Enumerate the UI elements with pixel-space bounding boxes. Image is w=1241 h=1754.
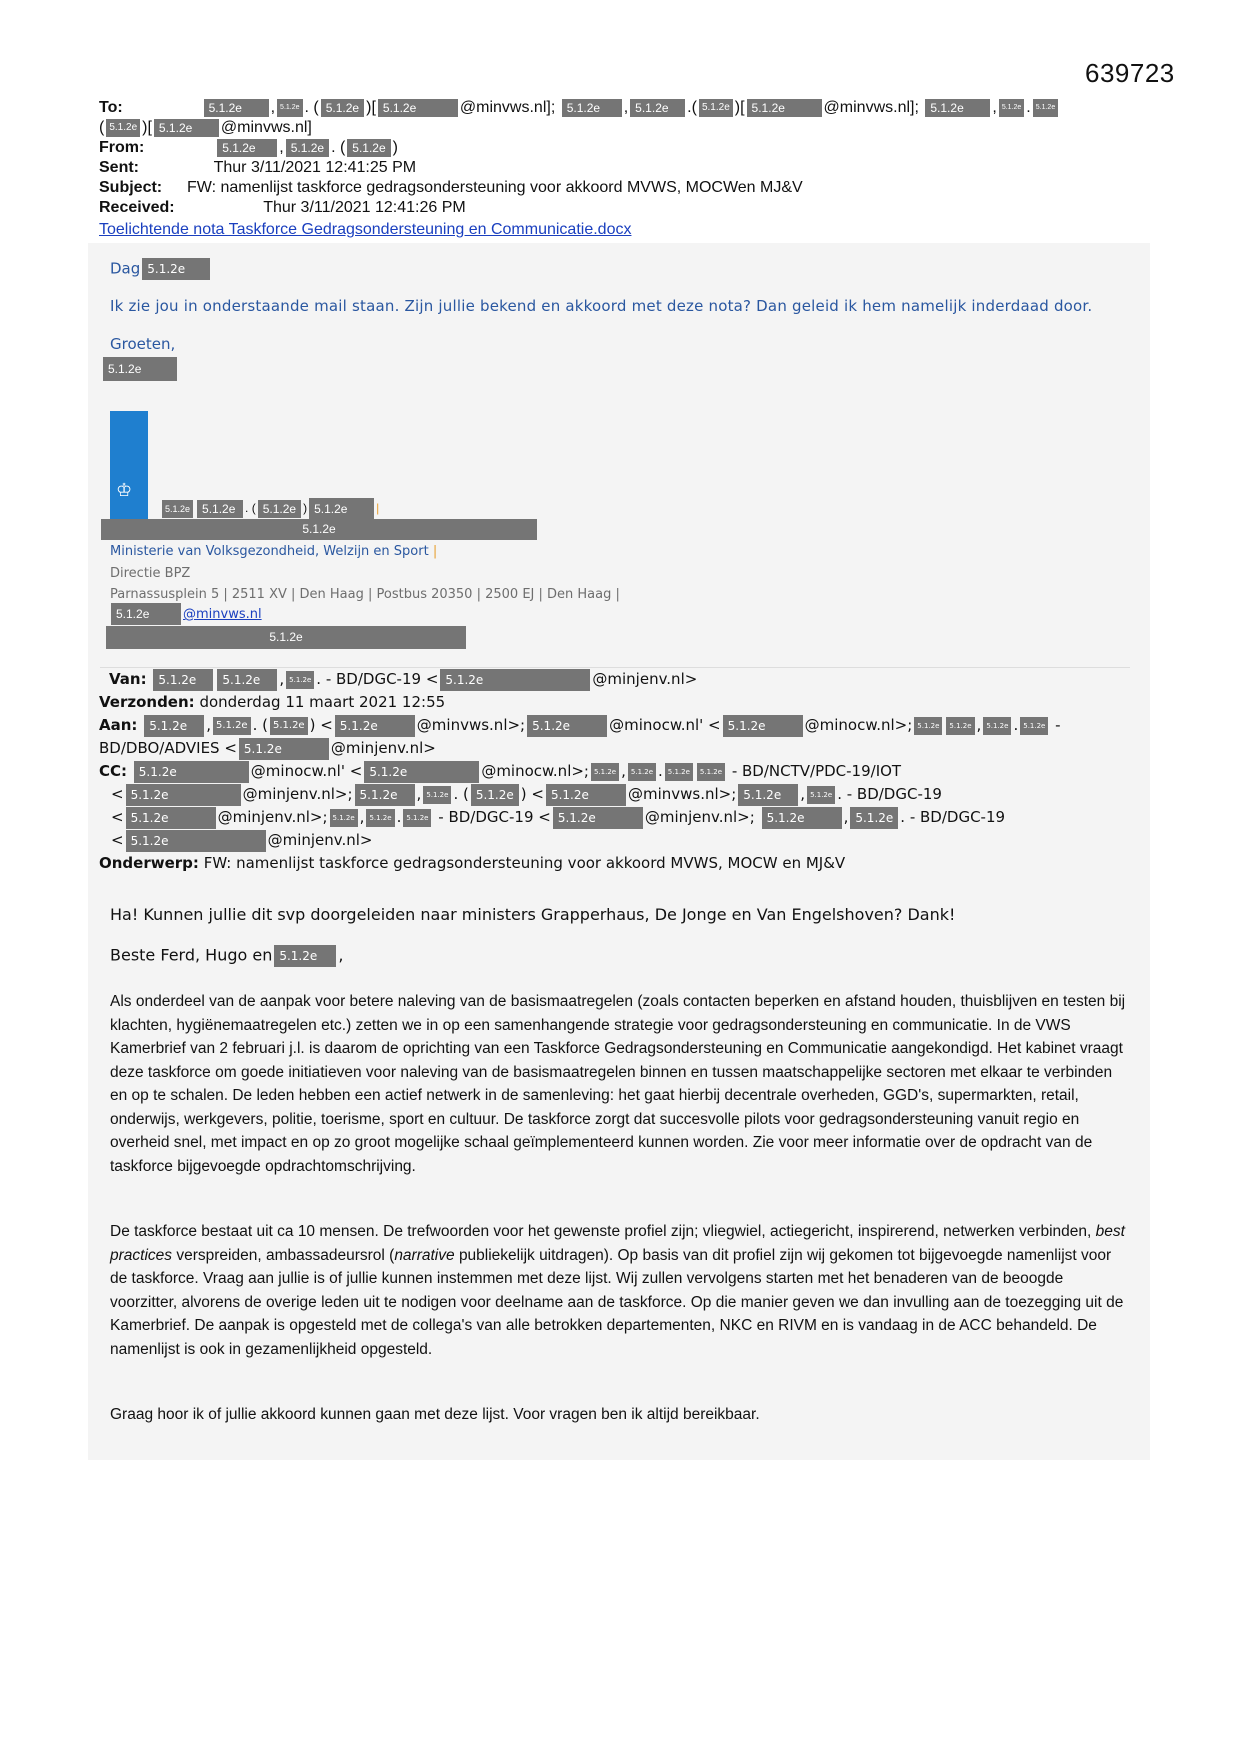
redaction: 5.1.2e	[471, 784, 519, 806]
redaction: 5.1.2e	[591, 763, 619, 781]
message-paragraph-3: Graag hoor ik of jullie akkoord kunnen gaan met deze lijst. Voor vragen ben ik altijd bereikbaar.	[110, 1406, 760, 1423]
to-line-2: ( 5.1.2e )[ 5.1.2e @minvws.nl]	[99, 119, 312, 136]
redaction: 5.1.2e	[403, 809, 431, 827]
redaction: 5.1.2e	[628, 763, 656, 781]
redaction: 5.1.2e	[1020, 717, 1048, 735]
redaction: 5.1.2e	[286, 139, 329, 157]
redaction: 5.1.2e	[747, 99, 822, 117]
subject-label: Subject:	[99, 179, 163, 196]
redaction: 5.1.2e	[999, 99, 1024, 117]
redaction: 5.1.2e	[258, 500, 301, 518]
to-line: To: 5.1.2e , 5.1.2e . ( 5.1.2e )[ 5.1.2e @minvws.nl]; 5.1.2e , 5.1.2e .( 5.1.2e )[ 5.1.2e @minvws.nl]; 5.1.2e , 5.1.2e . 5.1.2e	[99, 98, 1099, 118]
redaction: 5.1.2e	[423, 786, 451, 804]
document-number: 639723	[1085, 58, 1175, 88]
reply-body: Ik zie jou in onderstaande mail staan. Zijn jullie bekend en akkoord met deze nota? Dan geleid ik hem namelijk inderdaad door.	[110, 297, 1093, 315]
redaction: 5.1.2e	[850, 807, 898, 829]
redaction: 5.1.2e	[302, 522, 336, 536]
subject-line	[99, 178, 1099, 198]
paragraph-2-emphasis-2: narrative	[394, 1246, 455, 1264]
redaction: 5.1.2e	[630, 99, 685, 117]
redaction: 5.1.2e	[527, 715, 607, 737]
redaction: 5.1.2e	[562, 99, 622, 117]
redaction: 5.1.2e	[355, 784, 415, 806]
van-dept: - BD/DGC-19 <	[325, 670, 439, 688]
from-label: From:	[99, 139, 145, 156]
sent-line	[99, 158, 1099, 178]
cc-domain: @minjenv.nl>;	[242, 785, 353, 803]
cc-dept: - BD/DGC-19	[909, 808, 1006, 826]
aan-label: Aan:	[99, 716, 138, 734]
redaction: 5.1.2e	[162, 500, 193, 518]
redaction: 5.1.2e	[807, 786, 835, 804]
to-domain: @minvws.nl];	[823, 99, 919, 116]
van-domain: @minjenv.nl>	[592, 670, 698, 688]
received-value: Thur 3/11/2021 12:41:26 PM	[263, 199, 466, 216]
to-label: To:	[99, 99, 123, 116]
redaction: 5.1.2e	[366, 809, 394, 827]
received-label: Received:	[99, 199, 175, 216]
message-intro: Ha! Kunnen jullie dit svp doorgeleiden naar ministers Grapperhaus, De Jonge en Van Engelshoven? Dank!	[110, 905, 956, 924]
aan-line: Aan: 5.1.2e , 5.1.2e . ( 5.1.2e ) < 5.1.2e @minvws.nl>; 5.1.2e @minocw.nl' < 5.1.2e @minocw.nl>; 5.1.2e 5.1.2e , 5.1.2e . 5.1.2e -	[99, 714, 1139, 737]
to-domain: @minvws.nl];	[459, 99, 556, 116]
signature-title-redaction	[101, 519, 537, 540]
redaction: 5.1.2e	[309, 498, 374, 520]
received-line	[99, 198, 1099, 218]
redaction: 5.1.2e	[914, 717, 942, 735]
onderwerp-line	[99, 852, 1139, 875]
onderwerp-label: Onderwerp:	[99, 854, 199, 872]
from-line: From: 5.1.2e , 5.1.2e . ( 5.1.2e )	[99, 139, 398, 156]
cc-line: CC: 5.1.2e @minocw.nl' < 5.1.2e @minocw.nl>; 5.1.2e , 5.1.2e . 5.1.2e 5.1.2e - BD/NCTV/PDC-19/IOT	[99, 760, 1139, 783]
redaction: 5.1.2e	[126, 807, 216, 829]
redaction: 5.1.2e	[142, 258, 210, 280]
aan-line-2	[99, 737, 1139, 760]
redaction: 5.1.2e	[197, 500, 243, 518]
verzonden-line	[99, 691, 1139, 714]
to-domain: @minvws.nl]	[220, 119, 312, 136]
aan-domain: @minvws.nl>;	[416, 716, 526, 734]
redaction: 5.1.2e	[286, 671, 314, 689]
redaction: 5.1.2e	[321, 99, 364, 117]
cc-line-2: < 5.1.2e @minjenv.nl>; 5.1.2e , 5.1.2e . ( 5.1.2e ) < 5.1.2e @minvws.nl>; 5.1.2e , 5.1.2e . - BD/DGC-19	[99, 783, 1139, 806]
redaction: 5.1.2e	[699, 99, 733, 117]
rijksoverheid-logo	[110, 411, 148, 519]
aan-domain: @minocw.nl>;	[804, 716, 913, 734]
redaction: 5.1.2e	[106, 119, 140, 137]
cc-dept: - BD/NCTV/PDC-19/IOT	[731, 762, 902, 780]
message-paragraph-1: Als onderdeel van de aanpak voor betere naleving van de basismaatregelen (zoals contacten beperken en afstand houden, thuisblijven en testen bij klachten, hygiënemaatregelen etc.) zetten we in op een samenhangende strategie voor gedragsondersteuning en communicatie. In de VWS Kamerbrief van 2 februari j.l. is daarom de oprichting van een Taskforce Gedragsondersteuning en Communicatie aangekondigd. Het kabinet vraagt deze taskforce om goede initiatieven voor naleving van de basismaatregelen binnen en tussen maatschappelijke sectoren met elkaar te verbinden en op te schalen. De leden hebben een actief netwerk in de samenleving: het gaat hierbij decentrale overheden, GGD's, supermarkten, retail, onderwijs, werkgevers, politie, toerisme, sport en cultuur. De taskforce zorgt dat succesvolle pilots voor gedragsondersteuning vanuit regio en overheid snel, met impact en op zo groot mogelijke schaal geïmplementeerd kunnen worden. Zie voor meer informatie over de opdracht van de taskforce bijgevoegde opdrachtomschrijving.	[110, 993, 1126, 1175]
signature-address: Parnassusplein 5 | 2511 XV | Den Haag | Postbus 20350 | 2500 EJ | Den Haag |	[110, 587, 620, 602]
redaction: 5.1.2e	[153, 669, 213, 691]
attachment-link[interactable]: Toelichtende nota Taskforce Gedragsondersteuning en Communicatie.docx	[99, 221, 632, 238]
forwarded-header	[99, 668, 1139, 875]
signature-department: Directie BPZ	[110, 566, 191, 581]
signature-ministry: Ministerie van Volksgezondheid, Welzijn en Sport |	[110, 544, 438, 559]
subject-value: FW: namenlijst taskforce gedragsondersteuning voor akkoord MVWS, MOCWen MJ&V	[187, 179, 803, 196]
sent-label: Sent:	[99, 159, 139, 176]
reply-greeting: Dag	[110, 259, 141, 278]
redaction: 5.1.2e	[239, 738, 329, 760]
cc-dept: - BD/DGC-19	[846, 785, 942, 803]
paragraph-2-part-a: De taskforce bestaat uit ca 10 mensen. De trefwoorden voor het gewenste profiel zijn; vliegwiel, actiegericht, inspirerend, netwerken verbinden,	[110, 1223, 1092, 1240]
cc-domain: @minjenv.nl>	[267, 831, 373, 849]
message-paragraph-2	[110, 1220, 1130, 1361]
redaction: 5.1.2e	[946, 717, 974, 735]
redaction: 5.1.2e	[1033, 99, 1058, 117]
van-label: Van:	[109, 670, 147, 688]
redaction: 5.1.2e	[217, 139, 277, 157]
redaction: 5.1.2e	[723, 715, 803, 737]
redaction: 5.1.2e	[665, 763, 693, 781]
redaction: 5.1.2e	[277, 99, 302, 117]
redaction: 5.1.2e	[335, 715, 415, 737]
redaction: 5.1.2e	[364, 761, 479, 783]
redaction: 5.1.2e	[126, 830, 266, 852]
redaction: 5.1.2e	[111, 603, 181, 625]
verzonden-label: Verzonden:	[99, 693, 195, 711]
redaction: 5.1.2e	[697, 763, 725, 781]
redaction: 5.1.2e	[738, 784, 798, 806]
message-salutation-line: Beste Ferd, Hugo en 5.1.2e ,	[110, 945, 343, 967]
onderwerp-value: FW: namenlijst taskforce gedragsondersteuning voor akkoord MVWS, MOCW en MJ&V	[203, 854, 846, 872]
redaction: 5.1.2e	[553, 807, 643, 829]
aan-domain: @minjenv.nl>	[330, 739, 436, 757]
redaction: 5.1.2e	[269, 630, 303, 644]
message-salutation: Beste Ferd, Hugo en	[110, 945, 273, 965]
signature-email-domain[interactable]: @minvws.nl	[183, 607, 262, 623]
redaction: 5.1.2e	[134, 761, 249, 783]
redaction: 5.1.2e	[213, 717, 251, 735]
cc-domain: @minvws.nl>;	[627, 785, 737, 803]
sender-name-redaction	[101, 357, 179, 381]
paragraph-2-part-b: verspreiden, ambassadeursrol (	[176, 1246, 395, 1264]
ministry-name: Ministerie van Volksgezondheid, Welzijn en Sport	[110, 544, 429, 559]
redaction: 5.1.2e	[217, 669, 277, 691]
redaction: 5.1.2e	[154, 119, 219, 137]
redaction: 5.1.2e	[347, 139, 390, 157]
cc-domain: @minjenv.nl>;	[217, 808, 328, 826]
redaction: 5.1.2e	[925, 99, 990, 117]
redaction: 5.1.2e	[762, 807, 842, 829]
cc-label: CC:	[99, 762, 128, 780]
redaction: 5.1.2e	[330, 809, 358, 827]
aan-dept: BD/DBO/ADVIES <	[99, 739, 237, 757]
redaction: 5.1.2e	[144, 715, 204, 737]
signature-name-line: 5.1.2e 5.1.2e . ( 5.1.2e ) 5.1.2e |	[160, 498, 379, 520]
redaction: 5.1.2e	[440, 669, 590, 691]
cc-line-3: < 5.1.2e @minjenv.nl>; 5.1.2e , 5.1.2e . 5.1.2e - BD/DGC-19 < 5.1.2e @minjenv.nl>; 5.1.2e , 5.1.2e . - BD/DGC-19	[99, 806, 1139, 829]
redaction: 5.1.2e	[983, 717, 1011, 735]
redaction: 5.1.2e	[103, 357, 177, 381]
cc-domain: @minocw.nl>;	[481, 762, 589, 780]
van-line: Van: 5.1.2e 5.1.2e , 5.1.2e . - BD/DGC-19 < 5.1.2e @minjenv.nl>	[99, 668, 1139, 691]
reply-greeting-line	[110, 258, 212, 280]
cc-domain: @minjenv.nl>;	[644, 808, 755, 826]
aan-domain: @minocw.nl' <	[609, 716, 721, 734]
redaction: 5.1.2e	[204, 99, 269, 117]
redaction: 5.1.2e	[270, 717, 308, 735]
redaction: 5.1.2e	[126, 784, 241, 806]
paragraph-2-part-c: publiekelijk uitdragen). Op basis van dit profiel zijn wij gekomen tot bijgevoegde namenlijst voor de taskforce. Vraag aan jullie is of jullie kunnen instemmen met deze lijst. Wij zullen vervolgens starten met het benaderen van de beoogde voorzitter, alvorens de overige leden uit te nodigen voor deelname aan de taskforce. Op die manier geven we dan invulling aan de toezegging uit de Kamerbrief. De aanpak is opgesteld met de collega's van alle betrokken departementen, NKC en RIVM en is vandaag in de ACC behandeld. De namenlijst is ook in gezamenlijkheid opgesteld.	[110, 1246, 1124, 1358]
verzonden-value: donderdag 11 maart 2021 12:55	[199, 693, 446, 711]
cc-dept: - BD/DGC-19 <	[438, 808, 551, 826]
signature-email-line	[109, 603, 262, 625]
sent-value: Thur 3/11/2021 12:41:25 PM	[213, 159, 417, 176]
signature-phone-redaction	[106, 626, 466, 649]
redaction: 5.1.2e	[378, 99, 458, 117]
paragraph-2-emphasis-1: best practices	[110, 1223, 1125, 1264]
reply-closing: Groeten,	[110, 335, 176, 353]
email-header	[99, 98, 1099, 218]
redaction: 5.1.2e	[274, 945, 336, 967]
cc-domain: @minocw.nl' <	[250, 762, 363, 780]
crest-icon: ♔	[116, 480, 133, 500]
cc-line-4: < 5.1.2e @minjenv.nl>	[99, 829, 1139, 852]
redaction: 5.1.2e	[546, 784, 626, 806]
